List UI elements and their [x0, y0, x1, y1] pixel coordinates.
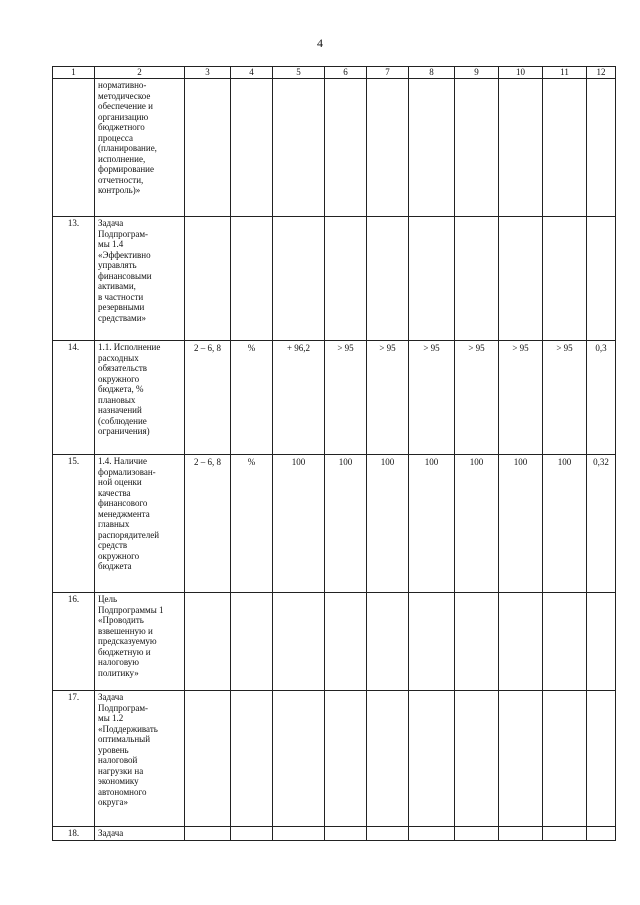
- table-cell: [325, 217, 367, 341]
- table-cell: [273, 217, 325, 341]
- table-cell: 100: [455, 455, 499, 593]
- table-cell: [273, 79, 325, 217]
- table-cell: [543, 79, 587, 217]
- table-row: [53, 217, 616, 341]
- table-cell: [367, 79, 409, 217]
- table-cell: [273, 827, 325, 841]
- row-number: 17.: [53, 691, 95, 827]
- table-cell: [185, 593, 231, 691]
- table-cell: [587, 827, 616, 841]
- column-header: 12: [587, 67, 616, 79]
- column-header: 5: [273, 67, 325, 79]
- table-cell: [231, 217, 273, 341]
- table-cell: 100: [409, 455, 455, 593]
- row-number: 15.: [53, 455, 95, 593]
- table-row: [53, 691, 616, 827]
- row-number: [53, 79, 95, 217]
- table-cell: 100: [543, 455, 587, 593]
- table-cell: [367, 217, 409, 341]
- column-header: 6: [325, 67, 367, 79]
- table-cell: 0,3: [587, 341, 616, 455]
- column-header: 11: [543, 67, 587, 79]
- indicator-name: нормативно- методическое обеспечение и организацию бюджетного процесса (планирование, исполнение, формирование отчетности, контроль)»: [95, 79, 185, 217]
- table-cell: [231, 593, 273, 691]
- table-cell: [185, 827, 231, 841]
- indicator-name: Задача: [95, 827, 185, 841]
- table-cell: [587, 217, 616, 341]
- column-header: 10: [499, 67, 543, 79]
- table-cell: [231, 691, 273, 827]
- table-cell: %: [231, 455, 273, 593]
- table-cell: 2 – 6, 8: [185, 341, 231, 455]
- table-cell: [185, 217, 231, 341]
- table-cell: [543, 593, 587, 691]
- table-cell: [455, 79, 499, 217]
- table-cell: [409, 217, 455, 341]
- column-header: 2: [95, 67, 185, 79]
- table-cell: [185, 691, 231, 827]
- indicator-name: Задача Подпрограм- мы 1.4 «Эффективно управлять финансовыми активами, в частности резервными средствами»: [95, 217, 185, 341]
- table-row: [53, 79, 616, 217]
- table-cell: > 95: [409, 341, 455, 455]
- table-cell: [455, 827, 499, 841]
- table-row: [53, 593, 616, 691]
- indicators-table: [52, 66, 616, 841]
- table-cell: [499, 79, 543, 217]
- column-number-row: [53, 67, 616, 79]
- table-cell: [543, 691, 587, 827]
- table-cell: [587, 691, 616, 827]
- table-cell: [367, 593, 409, 691]
- table-cell: [543, 827, 587, 841]
- table-cell: [499, 827, 543, 841]
- table-cell: [367, 691, 409, 827]
- table-cell: [587, 593, 616, 691]
- table-cell: [325, 593, 367, 691]
- column-header: 3: [185, 67, 231, 79]
- page-number: 4: [317, 36, 323, 50]
- table-cell: [325, 827, 367, 841]
- table-cell: [409, 827, 455, 841]
- table-cell: > 95: [543, 341, 587, 455]
- table-cell: [367, 827, 409, 841]
- table-cell: + 96,2: [273, 341, 325, 455]
- table-cell: 2 – 6, 8: [185, 455, 231, 593]
- table-cell: 100: [273, 455, 325, 593]
- table-cell: 100: [367, 455, 409, 593]
- table-cell: %: [231, 341, 273, 455]
- table-row: [53, 341, 616, 455]
- column-header: 7: [367, 67, 409, 79]
- table-cell: [273, 593, 325, 691]
- row-number: 13.: [53, 217, 95, 341]
- indicator-name: Цель Подпрограммы 1 «Проводить взвешенную и предсказуемую бюджетную и налоговую политику»: [95, 593, 185, 691]
- table-cell: [455, 593, 499, 691]
- table-cell: [325, 691, 367, 827]
- column-header: 9: [455, 67, 499, 79]
- table-cell: > 95: [325, 341, 367, 455]
- row-number: 14.: [53, 341, 95, 455]
- table-cell: 0,32: [587, 455, 616, 593]
- table-cell: [499, 593, 543, 691]
- table-row: [53, 455, 616, 593]
- row-number: 18.: [53, 827, 95, 841]
- table-cell: [499, 691, 543, 827]
- table-cell: [499, 217, 543, 341]
- table-cell: [325, 79, 367, 217]
- table-cell: [273, 691, 325, 827]
- table-cell: > 95: [499, 341, 543, 455]
- table-cell: [231, 79, 273, 217]
- table-cell: > 95: [455, 341, 499, 455]
- indicator-name: 1.1. Исполнение расходных обязательств окружного бюджета, % плановых назначений (соблюдение ограничения): [95, 341, 185, 455]
- table-row: [53, 827, 616, 841]
- table-cell: [455, 691, 499, 827]
- table-cell: > 95: [367, 341, 409, 455]
- table-cell: [587, 79, 616, 217]
- table-cell: [185, 79, 231, 217]
- row-number: 16.: [53, 593, 95, 691]
- table-cell: 100: [325, 455, 367, 593]
- table-cell: 100: [499, 455, 543, 593]
- table-cell: [409, 79, 455, 217]
- column-header: 4: [231, 67, 273, 79]
- table-cell: [455, 217, 499, 341]
- indicator-name: 1.4. Наличие формализован- ной оценки качества финансового менеджмента главных распорядителей средств окружного бюджета: [95, 455, 185, 593]
- column-header: 1: [53, 67, 95, 79]
- table-cell: [409, 593, 455, 691]
- table-cell: [543, 217, 587, 341]
- column-header: 8: [409, 67, 455, 79]
- indicator-name: Задача Подпрограм- мы 1.2 «Поддерживать оптимальный уровень налоговой нагрузки на экономику автономного округа»: [95, 691, 185, 827]
- table-cell: [409, 691, 455, 827]
- table-cell: [231, 827, 273, 841]
